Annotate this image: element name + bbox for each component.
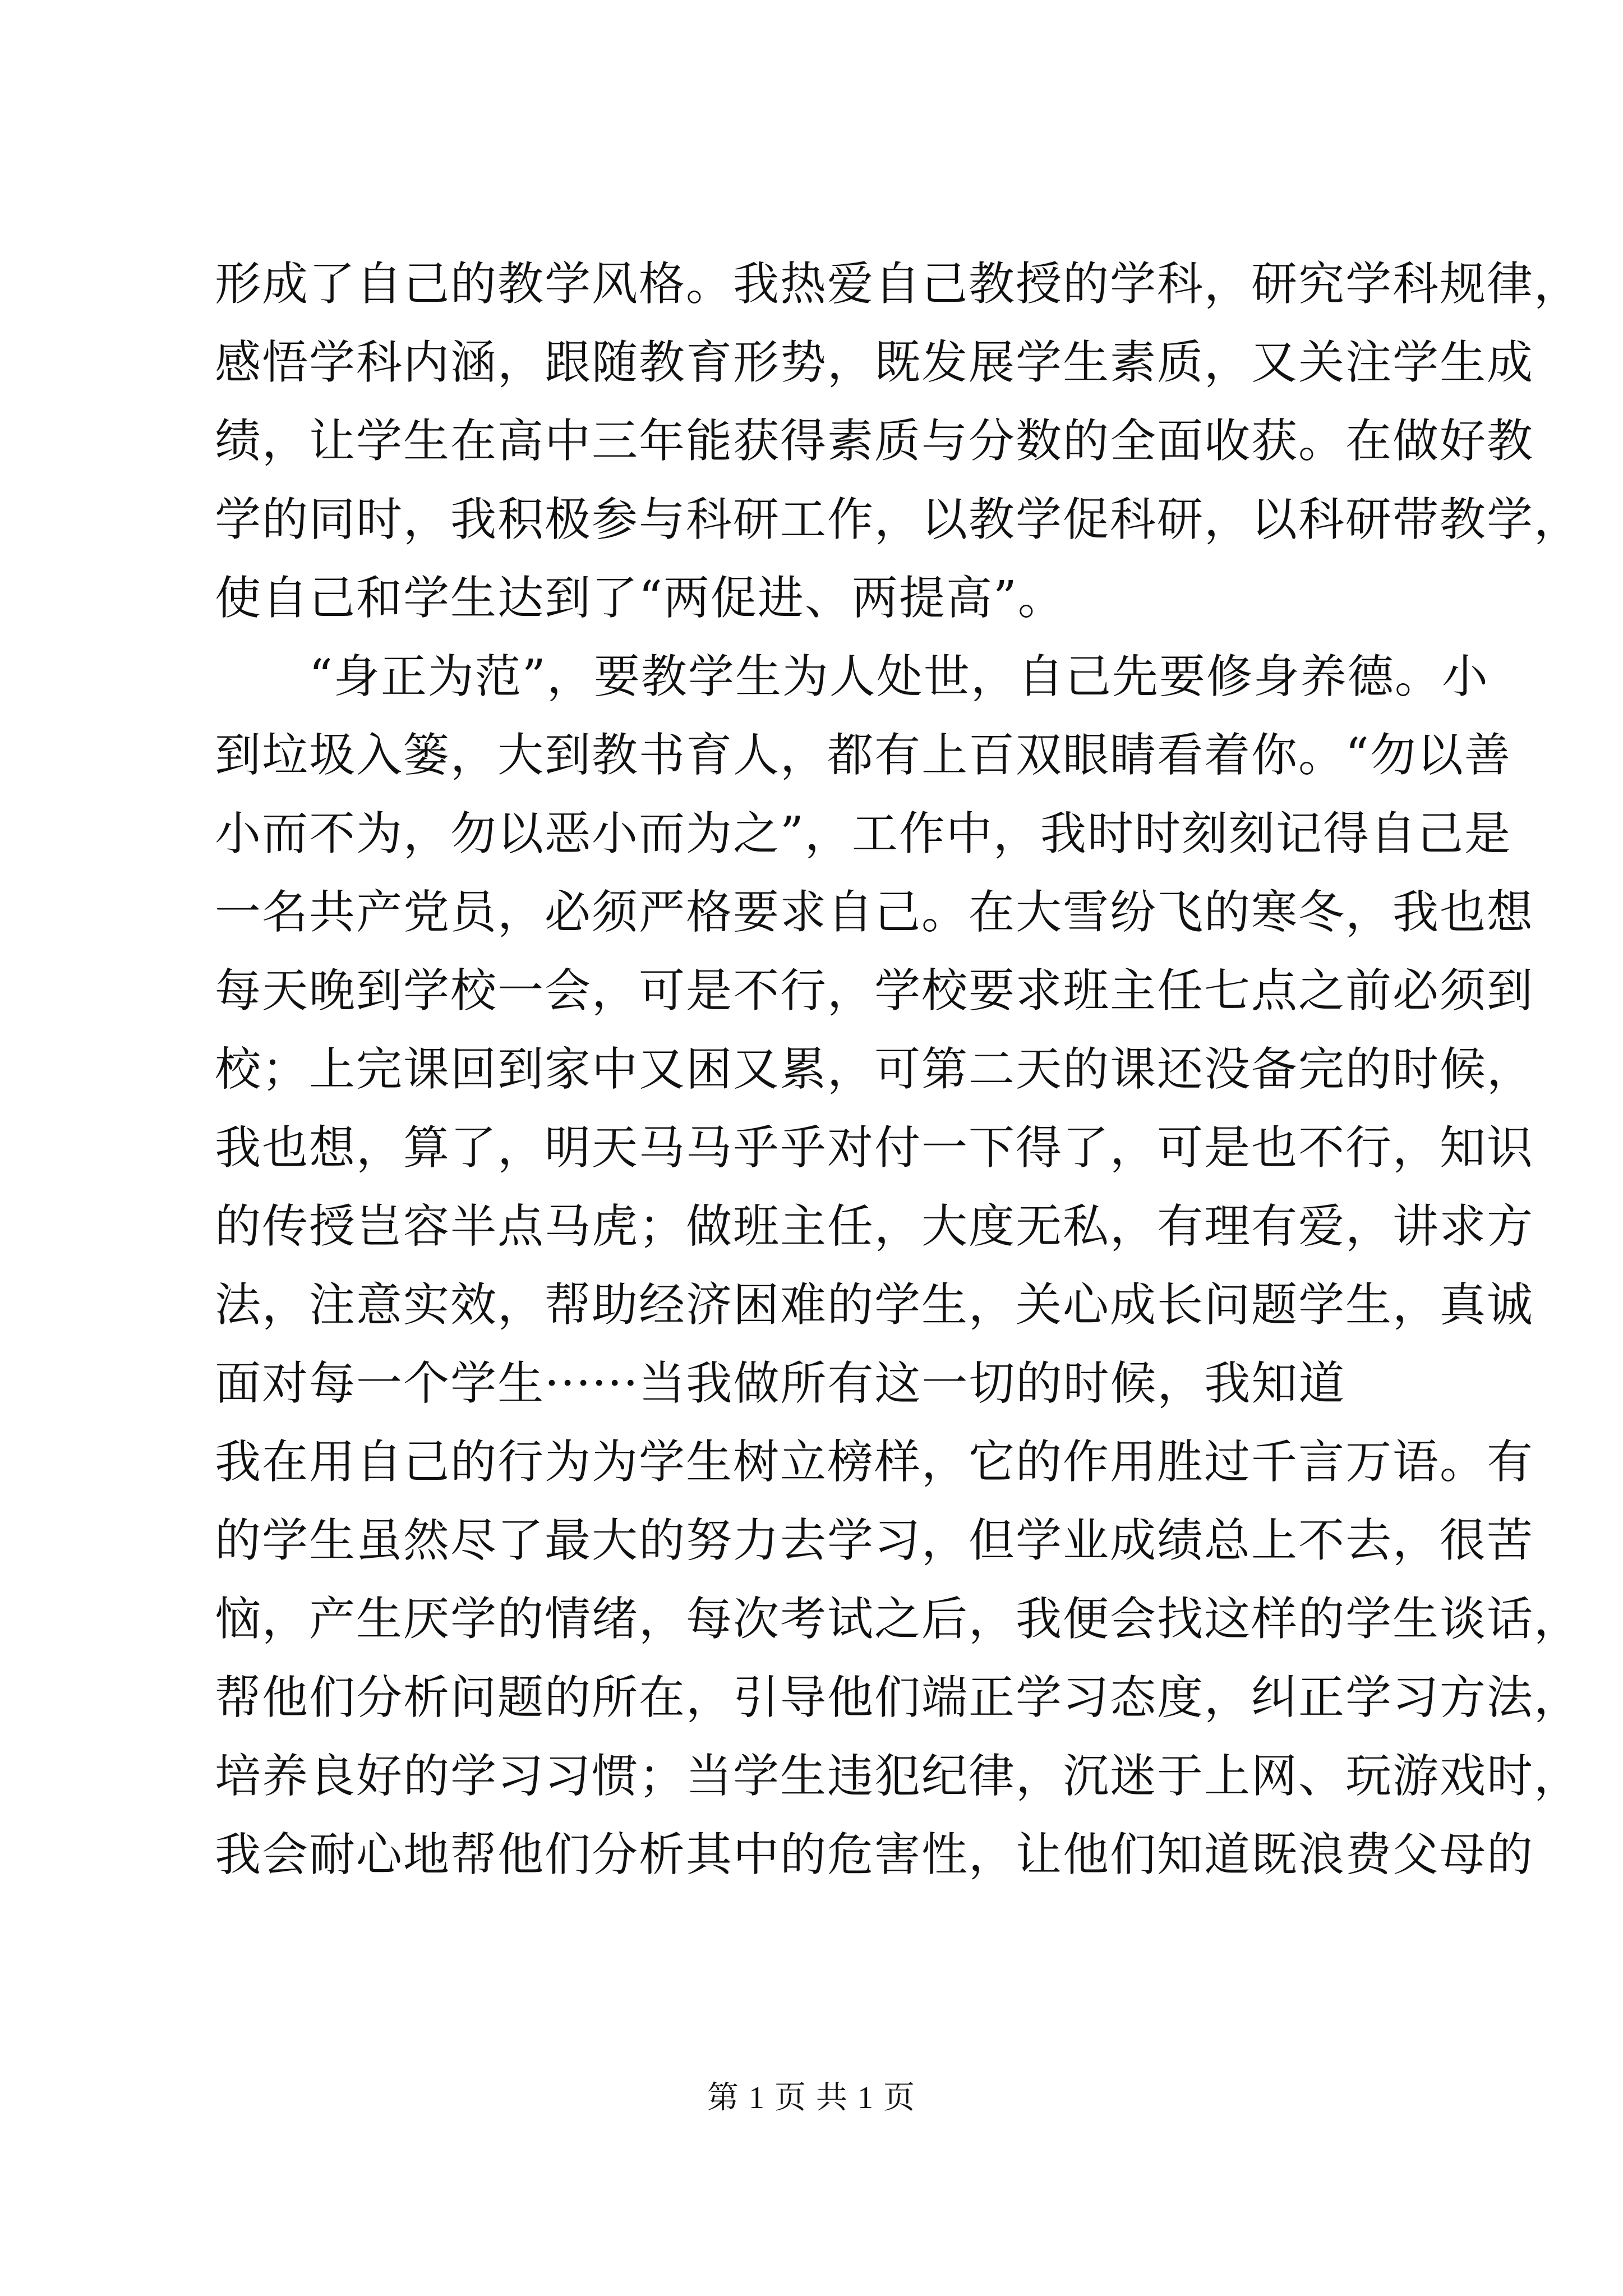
text-line: 绩，让学生在高中三年能获得素质与分数的全面收获。在做好教 bbox=[215, 415, 1534, 468]
text-line: 到垃圾入篓，大到教书育人，都有上百双眼睛看着你。“勿以善 bbox=[215, 729, 1511, 782]
text-line: 一名共产党员，必须严格要求自己。在大雪纷飞的寒冬，我也想 bbox=[215, 886, 1534, 939]
text-line: 我也想，算了，明天马马乎乎对付一下得了，可是也不行，知识 bbox=[215, 1121, 1534, 1175]
text-line: 使自己和学生达到了“两促进、两提高”。 bbox=[215, 572, 1065, 625]
text-line: 帮他们分析问题的所在，引导他们端正学习态度，纠正学习方法， bbox=[215, 1671, 1581, 1724]
text-line: 我在用自己的行为为学生树立榜样，它的作用胜过千言万语。有 bbox=[215, 1435, 1534, 1489]
text-line: 小而不为，勿以恶小而为之”，工作中，我时时刻刻记得自己是 bbox=[215, 807, 1511, 861]
text-line: 我会耐心地帮他们分析其中的危害性，让他们知道既浪费父母的 bbox=[215, 1828, 1534, 1881]
text-line: 的传授岂容半点马虎；做班主任，大度无私，有理有爱，讲求方 bbox=[215, 1200, 1534, 1253]
text-line: 面对每一个学生······当我做所有这一切的时候，我知道 bbox=[215, 1357, 1346, 1410]
text-line: 形成了自己的教学风格。我热爱自己教授的学科，研究学科规律， bbox=[215, 257, 1581, 311]
text-line: 培养良好的学习习惯；当学生违犯纪律，沉迷于上网、玩游戏时， bbox=[215, 1750, 1581, 1803]
page-footer: 第 1 页 共 1 页 bbox=[707, 2081, 916, 2115]
text-line: 的学生虽然尽了最大的努力去学习，但学业成绩总上不去，很苦 bbox=[215, 1514, 1534, 1567]
text-line: “身正为范”，要教学生为人处世，自己先要修身养德。小 bbox=[215, 650, 1489, 703]
text-line: 恼，产生厌学的情绪，每次考试之后，我便会找这样的学生谈话， bbox=[215, 1593, 1581, 1646]
text-line: 校；上完课回到家中又困又累，可第二天的课还没备完的时候， bbox=[215, 1043, 1534, 1096]
text-line: 法，注意实效，帮助经济困难的学生，关心成长问题学生，真诚 bbox=[215, 1278, 1534, 1332]
text-line: 学的同时，我积极参与科研工作，以教学促科研，以科研带教学， bbox=[215, 493, 1581, 546]
text-line: 感悟学科内涵，跟随教育形势，既发展学生素质，又关注学生成 bbox=[215, 336, 1534, 389]
body-text bbox=[215, 245, 1581, 1894]
text-line: 每天晚到学校一会，可是不行，学校要求班主任七点之前必须到 bbox=[215, 964, 1534, 1018]
